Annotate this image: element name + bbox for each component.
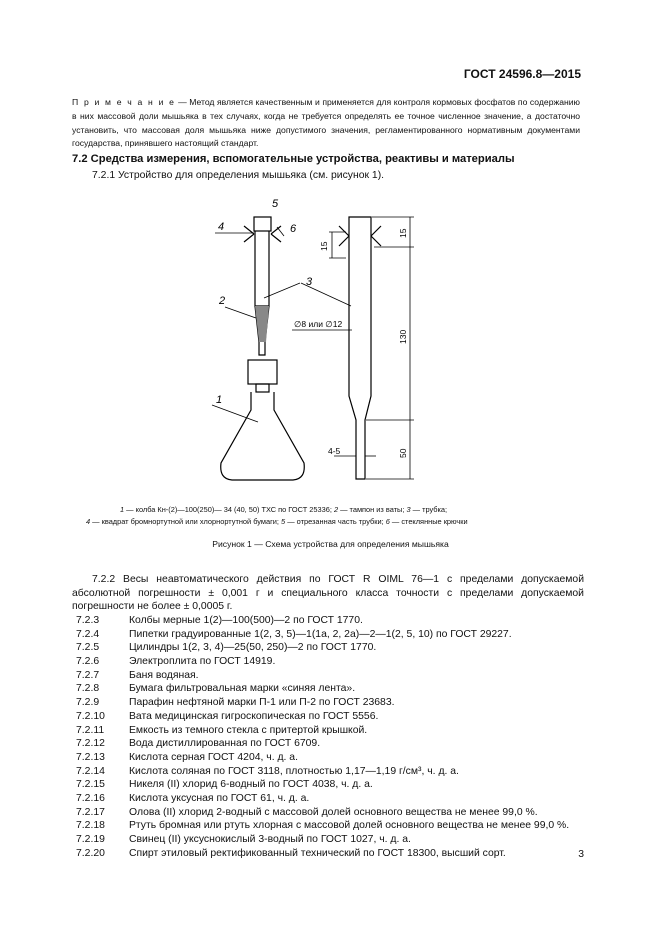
list-item: [76, 778, 569, 792]
list-item: [76, 614, 569, 628]
page-number: 3: [578, 849, 584, 860]
list-item: [76, 806, 569, 820]
note-text: — Метод является качественным и применяется для контроля кормовых фосфатов по содержанию в них массовой доли мышьяка в тех случаях, когда не требуется определять ее точное численное значение, а достаточно установить, что массовая доля мышьяка ниже допустимого значения, регламентированного нормативным документами государства, принявшего настоящий стандарт.: [72, 97, 580, 149]
list-item: [76, 641, 569, 655]
tube-dimensioned: [349, 217, 371, 479]
paragraph-7-2-2: 7.2.2 Весы неавтоматического действия по ГОСТ R OIML 76—1 с пределами допускаемой абсолютной погрешности ± 0,001 г и специального класса точности с пределами допускаемой погрешности не более ± 0,0005 г.: [72, 574, 584, 612]
stopper: [248, 360, 277, 384]
figure-legend-line-2: 4 — квадрат бромнортутной или хлорнортутной бумаги; 5 — отрезанная часть трубки; 6 — стеклянные крючки: [86, 517, 468, 526]
list-item: [76, 737, 569, 751]
list-item-number: 7.2.8: [76, 683, 100, 695]
list-item: [76, 628, 569, 642]
dim-15-left: 15: [319, 241, 329, 251]
list-item-text: Ртуть бромная или ртуть хлорная с массовой долей основного вещества не менее 99,0 %.: [129, 820, 570, 832]
list-item: [76, 792, 569, 806]
list-item-number: 7.2.6: [76, 656, 100, 668]
glass-hooks: [244, 226, 281, 242]
list-item-text: Бумага фильтровальная марки «синяя лента».: [129, 683, 356, 695]
list-item-text: Кислота серная ГОСТ 4204, ч. д. а.: [129, 751, 298, 763]
list-item-text: Емкость из темного стекла с притертой крышкой.: [129, 724, 368, 736]
list-item-number: 7.2.17: [76, 806, 105, 818]
label-5: 5: [272, 198, 279, 210]
apparatus-figure: [0, 185, 661, 485]
list-item-text: Колбы мерные 1(2)—100(500)—2 по ГОСТ 1770.: [129, 615, 363, 626]
list-item-text: Электроплита по ГОСТ 14919.: [129, 656, 276, 668]
materials-list: [76, 614, 569, 860]
list-item-number: 7.2.18: [76, 820, 105, 832]
list-item-number: 7.2.9: [76, 697, 100, 709]
list-item-number: 7.2.15: [76, 779, 105, 791]
list-item-number: 7.2.3: [76, 615, 100, 626]
note-paragraph: [72, 96, 580, 151]
dim-50: 50: [398, 448, 408, 458]
tube-body: [255, 231, 269, 306]
list-item-number: 7.2.4: [76, 628, 100, 640]
list-item: [76, 655, 569, 669]
list-item-number: 7.2.10: [76, 710, 105, 722]
cut-tube-part: [254, 217, 271, 231]
dim-130: 130: [398, 329, 408, 344]
document-id-header: ГОСТ 24596.8—2015: [463, 67, 581, 81]
list-item: [76, 724, 569, 738]
list-item: [76, 819, 569, 833]
list-item-number: 7.2.5: [76, 642, 100, 654]
label-4: 4: [218, 221, 225, 233]
list-item-number: 7.2.16: [76, 792, 105, 804]
list-item: [76, 751, 569, 765]
cotton-plug: [255, 306, 269, 342]
list-item-text: Цилиндры 1(2, 3, 4)—25(50, 250)—2 по ГОСТ 1770.: [129, 642, 377, 654]
label-1: 1: [216, 394, 223, 406]
list-item: [76, 833, 569, 847]
list-item: [76, 765, 569, 779]
list-item-number: 7.2.11: [76, 724, 105, 736]
list-item-text: Баня водяная.: [129, 669, 199, 681]
list-item-text: Парафин нефтяной марки П-1 или П-2 по ГОСТ 23683.: [129, 697, 395, 709]
list-item-text: Кислота соляная по ГОСТ 3118, плотностью 1,17—1,19 г/см³, ч. д. а.: [129, 765, 459, 777]
list-item-text: Свинец (II) уксуснокислый 3-водный по ГОСТ 1027, ч. д. а.: [129, 834, 411, 845]
list-item-text: Кислота уксусная по ГОСТ 61, ч. д. а.: [129, 792, 310, 804]
dim-15-right: 15: [398, 228, 408, 238]
list-item-number: 7.2.7: [76, 669, 100, 681]
list-item-text: Спирт этиловый ректификованный технический по ГОСТ 18300, высший сорт.: [129, 847, 506, 859]
list-item-text: Вата медицинская гигроскопическая по ГОСТ 5556.: [129, 710, 379, 722]
list-item: [76, 696, 569, 710]
list-item-number: 7.2.13: [76, 751, 105, 763]
list-item-text: Олова (II) хлорид 2-водный с массовой долей основного вещества не менее 99,0 %.: [129, 806, 538, 818]
list-item-text: Вода дистиллированная по ГОСТ 6709.: [129, 738, 321, 750]
label-3: 3: [306, 276, 313, 288]
list-item-number: 7.2.20: [76, 847, 105, 859]
dim-diameter: ∅8 или ∅12: [294, 319, 343, 329]
list-item: [76, 669, 569, 683]
section-title: 7.2 Средства измерения, вспомогательные устройства, реактивы и материалы: [72, 153, 515, 165]
list-item-number: 7.2.19: [76, 834, 105, 845]
note-label: П р и м е ч а н и е: [72, 97, 176, 107]
tube-hooks: [339, 226, 381, 246]
flask: [221, 392, 305, 480]
label-6: 6: [290, 223, 297, 235]
dim-4-5: 4-5: [328, 446, 341, 456]
list-item-text: Никеля (II) хлорид 6-водный по ГОСТ 4038, ч. д. а.: [129, 779, 373, 791]
figure-caption: Рисунок 1 — Схема устройства для определения мышьяка: [212, 539, 449, 549]
label-2: 2: [219, 295, 226, 307]
list-item-text: Пипетки градуированные 1(2, 3, 5)—1(1а, 2, 2а)—2—1(2, 5, 10) по ГОСТ 29227.: [129, 628, 512, 640]
list-item-number: 7.2.12: [76, 738, 105, 750]
list-item: [76, 710, 569, 724]
list-item-number: 7.2.14: [76, 765, 105, 777]
item-7-2-1: 7.2.1 Устройство для определения мышьяка (см. рисунок 1).: [92, 170, 385, 181]
figure-legend-line-1: 1 — колба Кн-(2)—100(250)— 34 (40, 50) ТХС по ГОСТ 25336; 2 — тампон из ваты; 3 — трубка;: [120, 505, 448, 514]
flask-neck-top: [256, 384, 269, 392]
list-item: [76, 682, 569, 696]
list-item: [76, 847, 569, 861]
